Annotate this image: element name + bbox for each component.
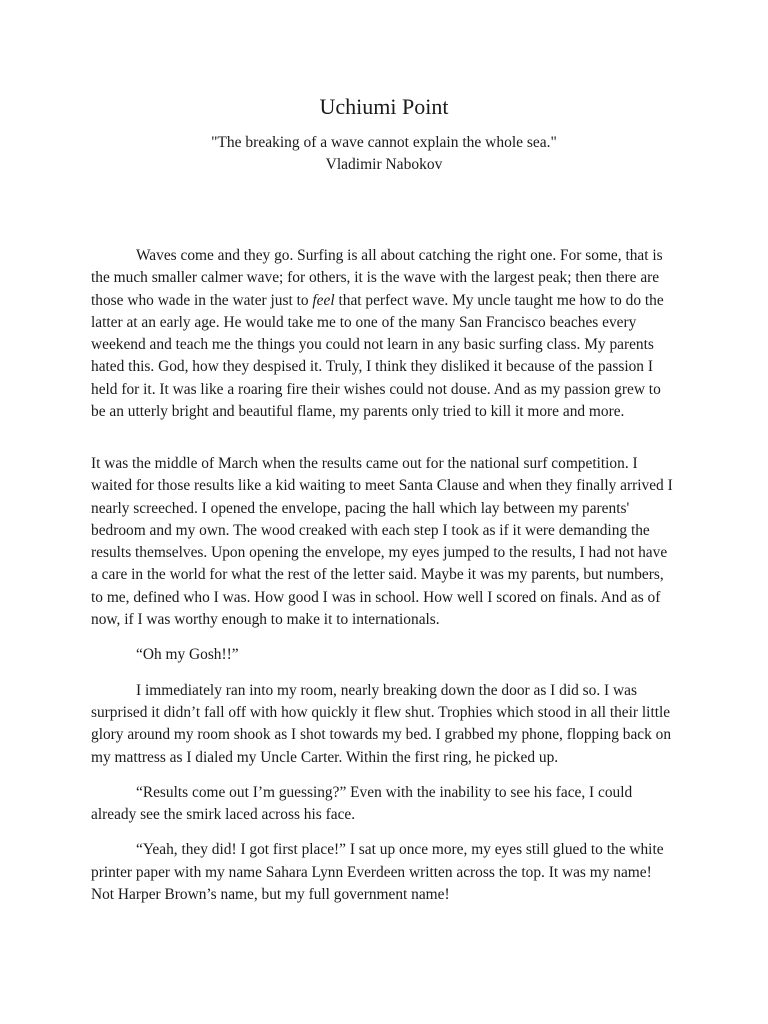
paragraph-text: Waves come and they go. Surfing is all about catching the right one. For some, that is the much smaller calmer wave; for others, it is the wave with the largest peak; then there are those who wade in the water just to <box>91 247 663 309</box>
dialogue-paragraph: “Oh my Gosh!!” <box>136 646 239 664</box>
document-title: Uchiumi Point <box>319 94 449 119</box>
dialogue-paragraph: “Yeah, they did! I got first place!” I sat up once more, my eyes still glued to the white printer paper with my name Sahara Lynn Everdeen written across the top. It was my name! Not Harper Brown’s name, but my full government name! <box>91 841 664 904</box>
epigraph-quote: "The breaking of a wave cannot explain the whole sea." <box>211 134 557 151</box>
epigraph <box>0 132 768 176</box>
emphasis-text: feel <box>312 291 335 309</box>
paragraph-text: that perfect wave. My uncle taught me how to do the latter at an early age. He would take me to one of the many San Francisco beaches every weekend and teach me the things you could not learn in any basic surfing class. My parents hated this. God, how they despised it. Truly, I think they disliked it because of the passion I held for it. It was like a roaring fire their wishes could not douse. And as my passion grew to be an utterly bright and beautiful flame, my parents only tried to kill it more and more. <box>91 291 664 421</box>
body-section-1 <box>91 245 673 423</box>
epigraph-author: Vladimir Nabokov <box>325 156 443 173</box>
paragraph: I immediately ran into my room, nearly breaking down the door as I did so. I was surprised it didn’t fall off with how quickly it flew shut. Trophies which stood in all their little glory around my room shook as I shot towards my bed. I grabbed my phone, flopping back on my mattress as I dialed my Uncle Carter. Within the first ring, he picked up. <box>91 681 672 766</box>
paragraph <box>91 245 673 423</box>
paragraph: It was the middle of March when the results came out for the national surf competition. I waited for those results like a kid waiting to meet Santa Clause and when they finally arrived I nearly screeched. I opened the envelope, pacing the hall which lay between my parents' bedroom and my own. The wood creaked with each step I took as if it were demanding the results themselves. Upon opening the envelope, my eyes jumped to the results, I had not have a care in the world for what the rest of the letter said. Maybe it was my parents, but numbers, to me, defined who I was. How good I was in school. How well I scored on finals. And as of now, if I was worthy enough to make it to internationals. <box>91 455 673 629</box>
dialogue-paragraph: “Results come out I’m guessing?” Even with the inability to see his face, I could already see the smirk laced across his face. <box>91 783 633 824</box>
body-section-2 <box>91 453 673 906</box>
